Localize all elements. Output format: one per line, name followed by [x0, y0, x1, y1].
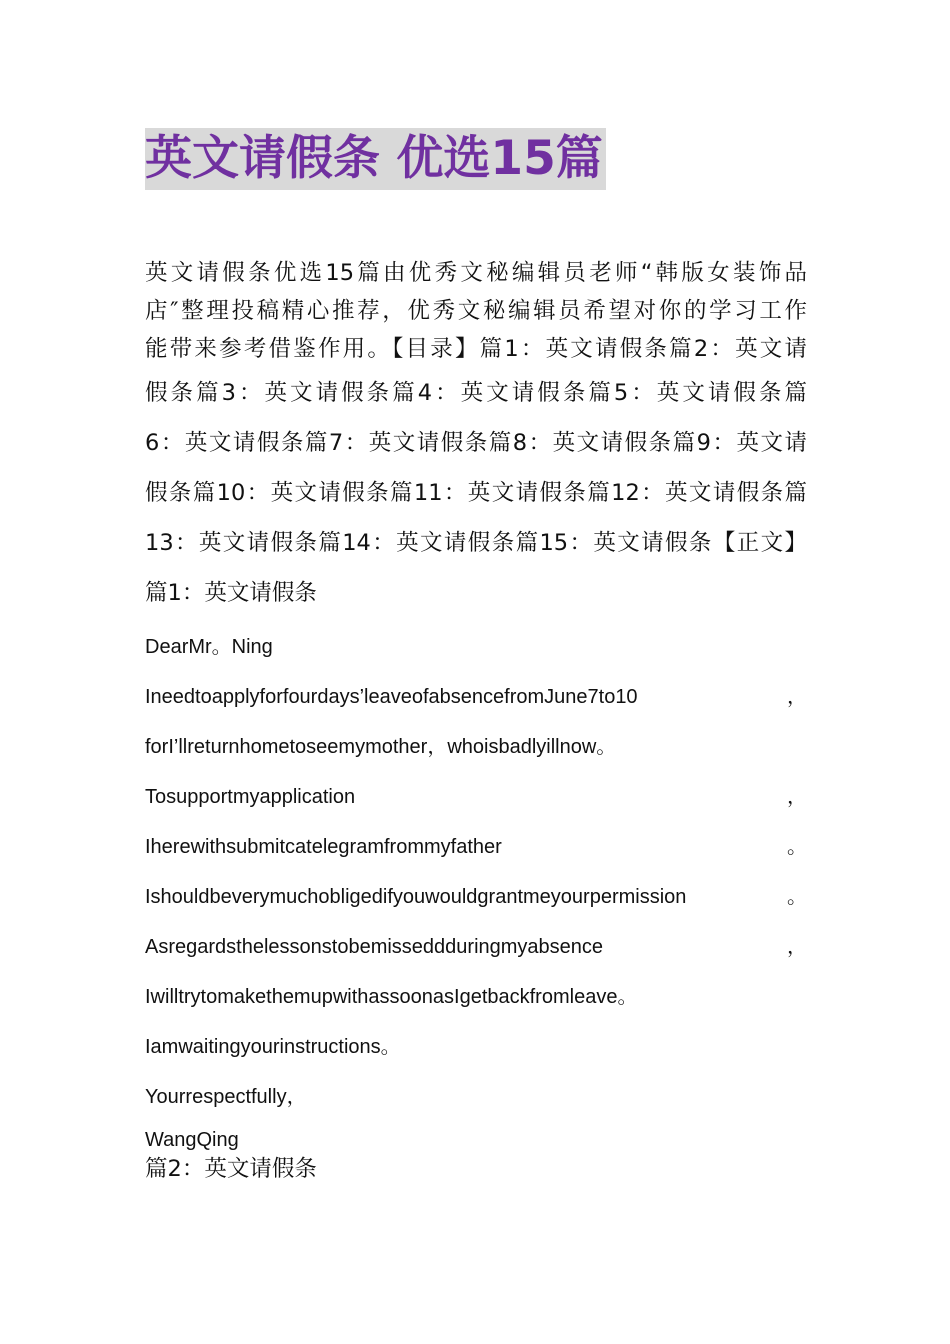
letter-line-text: Ineedtoapplyforfourdays’leaveofabsencefromJune7to10 [145, 686, 638, 708]
letter-line-punct: 。 [787, 886, 807, 908]
letter-line [145, 822, 807, 872]
intro-line: 6：英文请假条篇7：英文请假条篇8：英文请假条篇9：英文请 [145, 430, 807, 456]
letter-line-punct: ， [787, 686, 807, 708]
letter-line-text: Iherewithsubmitcatelegramfrommyfather [145, 836, 502, 858]
letter-line-text: Tosupportmyapplication [145, 786, 356, 808]
section2-heading: 篇2：英文请假条 [145, 1156, 317, 1182]
letter-line [145, 772, 807, 822]
letter-line-punct: ， [787, 786, 807, 808]
letter-body [145, 622, 807, 1158]
intro-line: 13：英文请假条篇14：英文请假条篇15：英文请假条【正文】 [145, 530, 807, 556]
letter-line-text: Ishouldbeverymuchobligedifyouwouldgrantmeyourpermission [145, 886, 687, 908]
letter-signature: WangQing [145, 1129, 239, 1151]
letter-greeting: DearMr。Ning [145, 636, 273, 658]
letter-line-punct: ， [787, 936, 807, 958]
letter-line [145, 972, 807, 1022]
letter-line-text: Asregardsthelessonstobemisseddduringmyabsence [145, 936, 604, 958]
intro-paragraph [145, 254, 807, 618]
letter-line-text: forI’llreturnhometoseemymother，whoisbadlyillnow。 [145, 736, 617, 758]
intro-line: 能带来参考借鉴作用。【目录】篇1：英文请假条篇2：英文请 [145, 336, 807, 362]
letter-line [145, 672, 807, 722]
letter-line [145, 722, 807, 772]
letter-line [145, 1022, 807, 1072]
letter-line-text: Iamwaitingyourinstructions。 [145, 1036, 401, 1058]
intro-line: 假条篇3：英文请假条篇4：英文请假条篇5：英文请假条篇 [145, 380, 807, 406]
letter-line [145, 922, 807, 972]
section1-heading: 篇1：英文请假条 [145, 580, 317, 606]
intro-line: 店″整理投稿精心推荐，优秀文秘编辑员希望对你的学习工作 [145, 298, 807, 324]
letter-line-text: IwilltrytomakethemupwithassoonasIgetbackfromleave。 [145, 986, 638, 1008]
letter-line [145, 872, 807, 922]
intro-line: 假条篇10：英文请假条篇11：英文请假条篇12：英文请假条篇 [145, 480, 807, 506]
document-title: 英文请假条 优选15篇 [145, 128, 606, 190]
letter-line-punct: 。 [787, 836, 807, 858]
intro-line: 英文请假条优选15篇由优秀文秘编辑员老师“韩版女装饰品 [145, 260, 807, 286]
letter-closing: Yourrespectfully， [145, 1086, 307, 1108]
